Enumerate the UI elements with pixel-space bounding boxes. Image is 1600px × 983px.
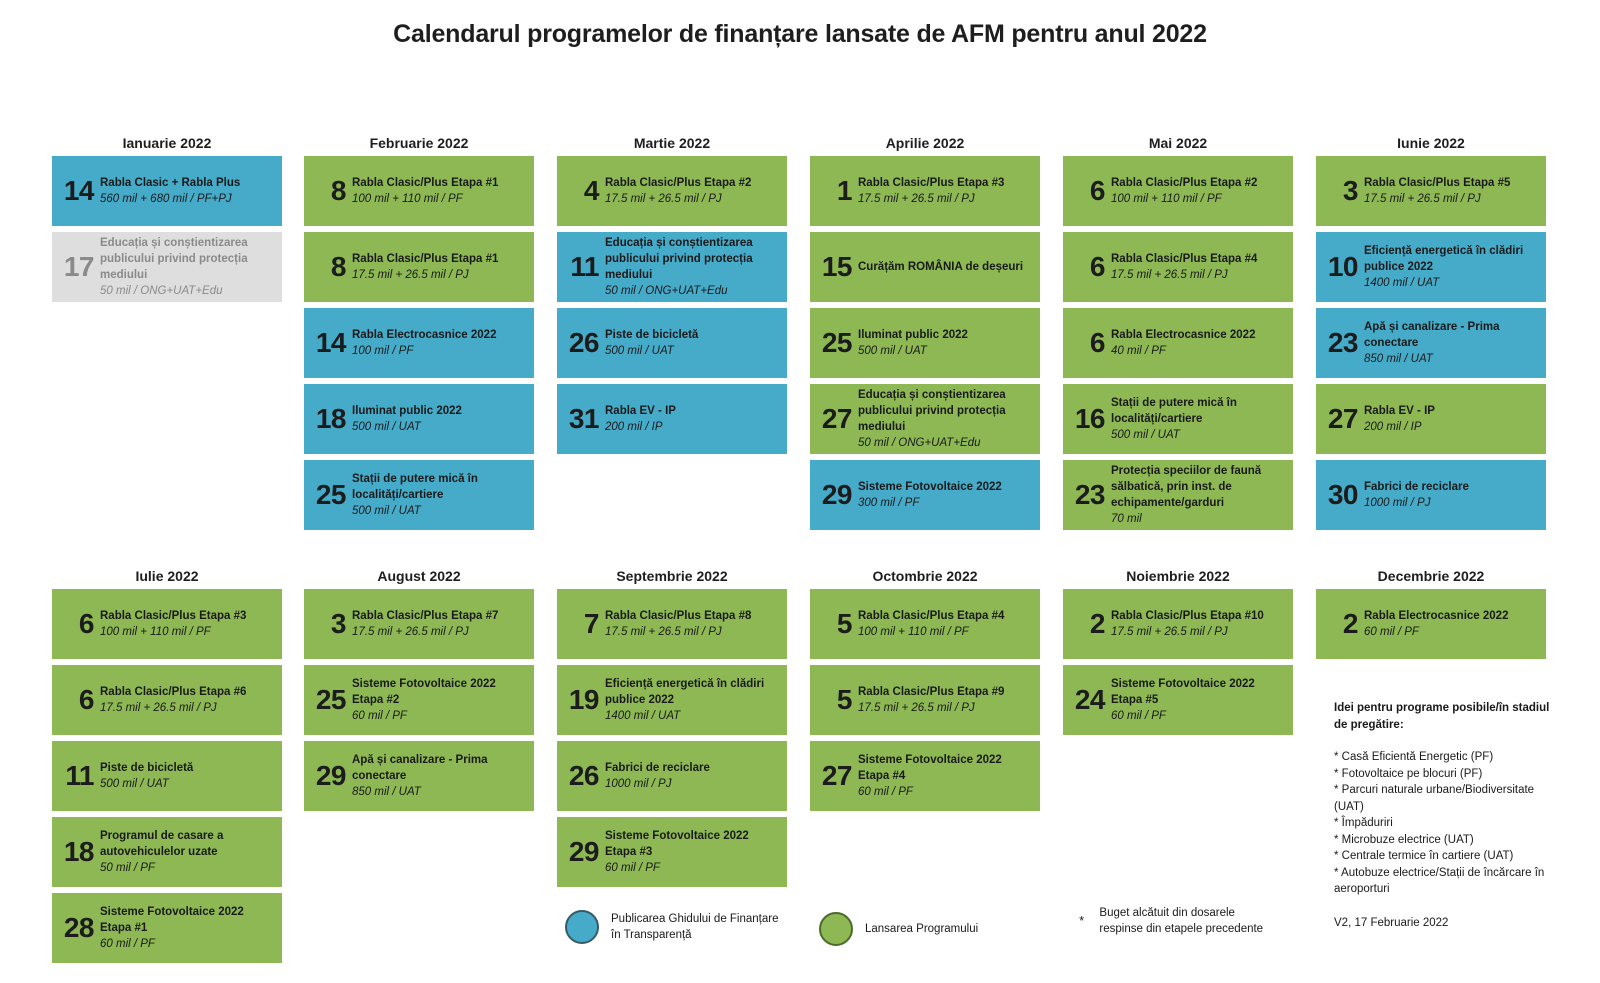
program-budget: 500 mil / UAT — [1111, 429, 1180, 441]
month-name: Martie 2022 — [633, 135, 711, 151]
program-card — [304, 232, 534, 302]
program-budget: 500 mil / UAT — [100, 778, 169, 790]
program-day: 29 — [568, 836, 599, 867]
program-info — [352, 403, 534, 435]
program-name: Rabla EV - IP — [605, 405, 676, 417]
program-budget: 60 mil / PF — [1111, 710, 1166, 722]
program-name: Apă și canalizare - Prima conectare — [1364, 321, 1500, 349]
month-name: August 2022 — [377, 568, 461, 584]
month-name: Iulie 2022 — [135, 568, 199, 584]
program-budget: 17.5 mil + 26.5 mil / PJ — [352, 269, 469, 281]
program-day: 27 — [1327, 403, 1358, 434]
program-name: Stații de putere mică în localități/cartiere — [1111, 397, 1237, 425]
program-budget: 50 mil / ONG+UAT+Edu — [605, 285, 728, 297]
program-info — [352, 752, 534, 800]
green-circle-icon — [819, 912, 853, 946]
program-budget: 200 mil / IP — [605, 421, 663, 433]
program-day: 18 — [315, 403, 346, 434]
program-budget: 100 mil + 110 mil / PF — [352, 193, 463, 205]
program-budget: 60 mil / PF — [352, 710, 407, 722]
program-budget: 100 mil / PF — [352, 345, 414, 357]
program-name: Rabla Clasic/Plus Etapa #4 — [858, 610, 1005, 622]
program-card — [1063, 156, 1293, 226]
month-column — [52, 566, 282, 969]
program-card — [1063, 665, 1293, 735]
program-name: Sisteme Fotovoltaice 2022 Etapa #2 — [352, 678, 496, 706]
program-card — [557, 308, 787, 378]
program-info — [100, 175, 282, 207]
program-budget: 17.5 mil + 26.5 mil / PJ — [858, 702, 975, 714]
program-day: 23 — [1074, 479, 1105, 510]
program-budget: 1000 mil / PJ — [1364, 497, 1431, 509]
program-name: Eficiență energetică în clădiri publice 2022 — [1364, 245, 1524, 273]
program-card — [304, 384, 534, 454]
program-info — [858, 684, 1040, 716]
month-name: Ianuarie 2022 — [122, 135, 212, 151]
program-info — [100, 760, 282, 792]
program-day: 7 — [583, 608, 599, 639]
program-day: 5 — [836, 684, 852, 715]
program-card — [52, 741, 282, 811]
program-info — [605, 403, 787, 435]
program-card — [1316, 460, 1546, 530]
program-info — [1111, 608, 1293, 640]
program-name: Rabla Clasic/Plus Etapa #7 — [352, 610, 499, 622]
program-budget: 500 mil / UAT — [352, 421, 421, 433]
program-budget: 60 mil / PF — [858, 786, 913, 798]
program-name: Rabla Clasic/Plus Etapa #5 — [1364, 177, 1511, 189]
program-info — [100, 904, 282, 952]
ideas-item: * Microbuze electrice (UAT) — [1334, 833, 1474, 846]
program-card — [1063, 384, 1293, 454]
version-note: V2, 17 Februarie 2022 — [1334, 917, 1449, 929]
program-info — [352, 327, 534, 359]
program-name: Rabla Electrocasnice 2022 — [1111, 329, 1256, 341]
program-name: Rabla Clasic/Plus Etapa #2 — [1111, 177, 1258, 189]
program-card — [304, 589, 534, 659]
program-day: 15 — [821, 251, 852, 282]
program-card — [1063, 232, 1293, 302]
program-day: 8 — [330, 175, 346, 206]
program-card — [304, 741, 534, 811]
program-card — [1063, 589, 1293, 659]
program-name: Sisteme Fotovoltaice 2022 Etapa #4 — [858, 754, 1002, 782]
month-column — [810, 566, 1040, 817]
program-name: Rabla Clasic/Plus Etapa #6 — [100, 686, 247, 698]
program-name: Rabla Clasic/Plus Etapa #4 — [1111, 253, 1258, 265]
month-name: Aprilie 2022 — [885, 135, 965, 151]
program-card — [557, 665, 787, 735]
program-budget: 17.5 mil + 26.5 mil / PJ — [605, 626, 722, 638]
program-name: Apă și canalizare - Prima conectare — [352, 754, 488, 782]
program-day: 29 — [315, 760, 346, 791]
program-day: 3 — [1342, 175, 1358, 206]
program-card — [1316, 384, 1546, 454]
program-info — [1364, 243, 1546, 291]
program-card — [557, 817, 787, 887]
program-card — [1316, 156, 1546, 226]
program-name: Piste de bicicletă — [605, 329, 699, 341]
program-name: Educația și conștientizarea publicului privind protecția mediului — [605, 237, 753, 281]
program-day: 5 — [836, 608, 852, 639]
program-budget: 1400 mil / UAT — [1364, 277, 1440, 289]
program-day: 26 — [568, 760, 599, 791]
program-day: 27 — [821, 403, 852, 434]
program-card — [557, 384, 787, 454]
program-card — [557, 741, 787, 811]
program-name: Educația și conștientizarea publicului privind protecția mediului — [100, 237, 248, 281]
month-column — [1063, 566, 1293, 741]
program-info — [1111, 463, 1293, 527]
program-info — [1111, 676, 1293, 724]
program-card — [810, 589, 1040, 659]
program-day: 31 — [568, 403, 599, 434]
month-name: Iunie 2022 — [1397, 135, 1465, 151]
program-card — [52, 232, 282, 302]
program-day: 6 — [1089, 175, 1105, 206]
month-column — [1063, 133, 1293, 536]
program-budget: 1400 mil / UAT — [605, 710, 681, 722]
program-name: Rabla Clasic/Plus Etapa #3 — [858, 177, 1005, 189]
month-name: Mai 2022 — [1148, 135, 1208, 151]
month-name: Octombrie 2022 — [872, 568, 978, 584]
program-info — [100, 608, 282, 640]
program-info — [1111, 251, 1293, 283]
program-day: 8 — [330, 251, 346, 282]
program-card — [52, 589, 282, 659]
program-budget: 17.5 mil + 26.5 mil / PJ — [1111, 269, 1228, 281]
program-day: 6 — [1089, 251, 1105, 282]
program-info — [352, 175, 534, 207]
program-info — [1364, 175, 1546, 207]
program-info — [352, 676, 534, 724]
program-day: 24 — [1074, 684, 1105, 715]
program-card — [810, 460, 1040, 530]
program-name: Rabla EV - IP — [1364, 405, 1435, 417]
ideas-item: * Parcuri naturale urbane/Biodiversitate (UAT) — [1334, 784, 1535, 813]
program-day: 16 — [1074, 403, 1105, 434]
month-column — [557, 566, 787, 893]
month-name: Septembrie 2022 — [616, 568, 728, 584]
program-info — [605, 828, 787, 876]
program-info — [858, 608, 1040, 640]
program-day: 11 — [570, 251, 599, 282]
legend-blue — [565, 910, 785, 944]
program-budget: 500 mil / UAT — [352, 505, 421, 517]
program-info — [858, 259, 1040, 275]
program-name: Fabrici de reciclare — [1364, 481, 1469, 493]
program-day: 1 — [836, 175, 852, 206]
program-name: Rabla Clasic + Rabla Plus — [100, 177, 241, 189]
program-info — [605, 175, 787, 207]
ideas-item: * Autobuze electrice/Stații de încărcare în aeroporturi — [1334, 866, 1545, 895]
program-card — [810, 232, 1040, 302]
program-info — [858, 752, 1040, 800]
program-info — [1364, 319, 1546, 367]
program-day: 4 — [583, 175, 599, 206]
legend-green-label: Lansarea Programului — [865, 923, 979, 935]
program-info — [605, 760, 787, 792]
program-day: 14 — [315, 327, 346, 358]
program-info — [858, 175, 1040, 207]
program-card — [52, 156, 282, 226]
legend-star — [1072, 905, 1272, 937]
program-budget: 50 mil / PF — [100, 862, 155, 874]
program-day: 14 — [63, 175, 94, 206]
program-card — [810, 156, 1040, 226]
program-day: 28 — [63, 912, 94, 943]
program-card — [810, 384, 1040, 454]
program-budget: 17.5 mil + 26.5 mil / PJ — [1364, 193, 1481, 205]
program-card — [304, 460, 534, 530]
program-day: 6 — [78, 608, 94, 639]
program-day: 25 — [821, 327, 852, 358]
program-day: 30 — [1327, 479, 1358, 510]
program-budget: 70 mil — [1111, 513, 1142, 525]
program-day: 2 — [1342, 608, 1358, 639]
program-budget: 560 mil + 680 mil / PF+PJ — [100, 193, 232, 205]
month-name: Februarie 2022 — [369, 135, 469, 151]
program-name: Piste de bicicletă — [100, 762, 194, 774]
program-budget: 850 mil / UAT — [1364, 353, 1433, 365]
program-name: Rabla Clasic/Plus Etapa #1 — [352, 253, 499, 265]
program-day: 10 — [1327, 251, 1358, 282]
program-budget: 100 mil + 110 mil / PF — [858, 626, 969, 638]
program-day: 25 — [315, 479, 346, 510]
program-name: Fabrici de reciclare — [605, 762, 710, 774]
program-budget: 60 mil / PF — [605, 862, 660, 874]
legend-green — [819, 912, 1019, 946]
month-column — [1316, 133, 1546, 536]
program-card — [810, 665, 1040, 735]
month-column — [304, 133, 534, 536]
program-info — [605, 327, 787, 359]
program-card — [304, 665, 534, 735]
program-budget: 300 mil / PF — [858, 497, 920, 509]
program-name: Programul de casare a autovehiculelor uzate — [100, 830, 224, 858]
program-name: Educația și conștientizarea publicului privind protecția mediului — [858, 389, 1006, 433]
program-name: Curățăm ROMÂNIA de deșeuri — [858, 261, 1024, 273]
program-card — [304, 156, 534, 226]
ideas-title: Idei pentru programe posibile/în stadiul de pregătire: — [1334, 702, 1550, 731]
program-info — [100, 235, 282, 299]
program-card — [810, 308, 1040, 378]
program-name: Iluminat public 2022 — [352, 405, 462, 417]
program-card — [557, 156, 787, 226]
program-info — [1364, 403, 1546, 435]
program-name: Sisteme Fotovoltaice 2022 Etapa #5 — [1111, 678, 1255, 706]
legend-blue-label: Publicarea Ghidului de Finanțare în Transparență — [611, 913, 779, 941]
program-info — [605, 608, 787, 640]
program-budget: 17.5 mil + 26.5 mil / PJ — [100, 702, 217, 714]
blue-circle-icon — [565, 910, 599, 944]
program-name: Rabla Electrocasnice 2022 — [352, 329, 497, 341]
program-name: Rabla Clasic/Plus Etapa #3 — [100, 610, 247, 622]
program-name: Rabla Clasic/Plus Etapa #9 — [858, 686, 1005, 698]
program-budget: 40 mil / PF — [1111, 345, 1166, 357]
program-name: Sisteme Fotovoltaice 2022 Etapa #1 — [100, 906, 244, 934]
program-name: Iluminat public 2022 — [858, 329, 968, 341]
program-name: Rabla Clasic/Plus Etapa #1 — [352, 177, 499, 189]
program-info — [352, 471, 534, 519]
ideas-panel — [1334, 700, 1564, 898]
program-info — [100, 828, 282, 876]
month-column — [557, 133, 787, 460]
ideas-item: * Fotovoltaice pe blocuri (PF) — [1334, 767, 1483, 780]
program-card — [1316, 308, 1546, 378]
program-day: 23 — [1327, 327, 1358, 358]
program-info — [858, 479, 1040, 511]
program-day: 18 — [63, 836, 94, 867]
program-name: Rabla Clasic/Plus Etapa #2 — [605, 177, 752, 189]
program-card — [52, 817, 282, 887]
program-budget: 17.5 mil + 26.5 mil / PJ — [858, 193, 975, 205]
program-day: 29 — [821, 479, 852, 510]
month-column — [52, 133, 282, 308]
legend-star-label: Buget alcătuit din dosarele respinse din etapele precedente — [1099, 907, 1264, 935]
program-day: 3 — [330, 608, 346, 639]
program-name: Rabla Clasic/Plus Etapa #10 — [1111, 610, 1264, 622]
program-card — [557, 589, 787, 659]
ideas-item: * Împăduriri — [1334, 817, 1393, 829]
program-day: 2 — [1089, 608, 1105, 639]
program-day: 19 — [568, 684, 599, 715]
program-budget: 17.5 mil + 26.5 mil / PJ — [1111, 626, 1228, 638]
program-name: Rabla Clasic/Plus Etapa #8 — [605, 610, 752, 622]
program-card — [1063, 460, 1293, 530]
program-card — [304, 308, 534, 378]
program-budget: 500 mil / UAT — [605, 345, 674, 357]
program-budget: 500 mil / UAT — [858, 345, 927, 357]
program-name: Protecția speciilor de faună sălbatică, prin inst. de echipamente/garduri — [1111, 465, 1262, 509]
program-card — [1316, 232, 1546, 302]
program-budget: 60 mil / PF — [1364, 626, 1419, 638]
page-title: Calendarul programelor de finanțare lansate de AFM pentru anul 2022 — [393, 20, 1207, 48]
asterisk-icon: * — [1079, 913, 1085, 928]
program-name: Stații de putere mică în localități/cartiere — [352, 473, 478, 501]
program-day: 26 — [568, 327, 599, 358]
ideas-item: * Casă Eficientă Energetic (PF) — [1334, 751, 1494, 763]
program-card — [52, 665, 282, 735]
program-info — [1111, 327, 1293, 359]
program-name: Sisteme Fotovoltaice 2022 Etapa #3 — [605, 830, 749, 858]
month-column — [304, 566, 534, 817]
program-card — [557, 232, 787, 302]
program-info — [352, 608, 534, 640]
program-budget: 100 mil + 110 mil / PF — [1111, 193, 1222, 205]
program-budget: 850 mil / UAT — [352, 786, 421, 798]
program-name: Eficiență energetică în clădiri publice 2022 — [605, 678, 765, 706]
program-name: Sisteme Fotovoltaice 2022 — [858, 481, 1002, 493]
month-name: Noiembrie 2022 — [1126, 568, 1230, 584]
program-day: 17 — [63, 251, 94, 282]
program-info — [605, 235, 787, 299]
program-info — [605, 676, 787, 724]
program-budget: 100 mil + 110 mil / PF — [100, 626, 211, 638]
program-info — [1111, 175, 1293, 207]
program-info — [858, 387, 1040, 451]
program-day: 6 — [1089, 327, 1105, 358]
program-day: 11 — [65, 760, 94, 791]
program-budget: 50 mil / ONG+UAT+Edu — [100, 285, 223, 297]
program-budget: 50 mil / ONG+UAT+Edu — [858, 437, 981, 449]
month-column — [1316, 566, 1546, 665]
program-info — [352, 251, 534, 283]
program-day: 27 — [821, 760, 852, 791]
program-info — [1364, 608, 1546, 640]
program-card — [52, 893, 282, 963]
program-info — [1111, 395, 1293, 443]
program-budget: 200 mil / IP — [1364, 421, 1422, 433]
program-info — [100, 684, 282, 716]
program-budget: 1000 mil / PJ — [605, 778, 672, 790]
program-name: Rabla Electrocasnice 2022 — [1364, 610, 1509, 622]
program-budget: 60 mil / PF — [100, 938, 155, 950]
program-budget: 17.5 mil + 26.5 mil / PJ — [605, 193, 722, 205]
program-card — [1316, 589, 1546, 659]
program-card — [1063, 308, 1293, 378]
program-day: 6 — [78, 684, 94, 715]
ideas-item: * Centrale termice în cartiere (UAT) — [1334, 850, 1514, 862]
month-name: Decembrie 2022 — [1377, 568, 1485, 584]
program-info — [858, 327, 1040, 359]
program-budget: 17.5 mil + 26.5 mil / PJ — [352, 626, 469, 638]
program-info — [1364, 479, 1546, 511]
month-column — [810, 133, 1040, 536]
program-day: 25 — [315, 684, 346, 715]
program-card — [810, 741, 1040, 811]
